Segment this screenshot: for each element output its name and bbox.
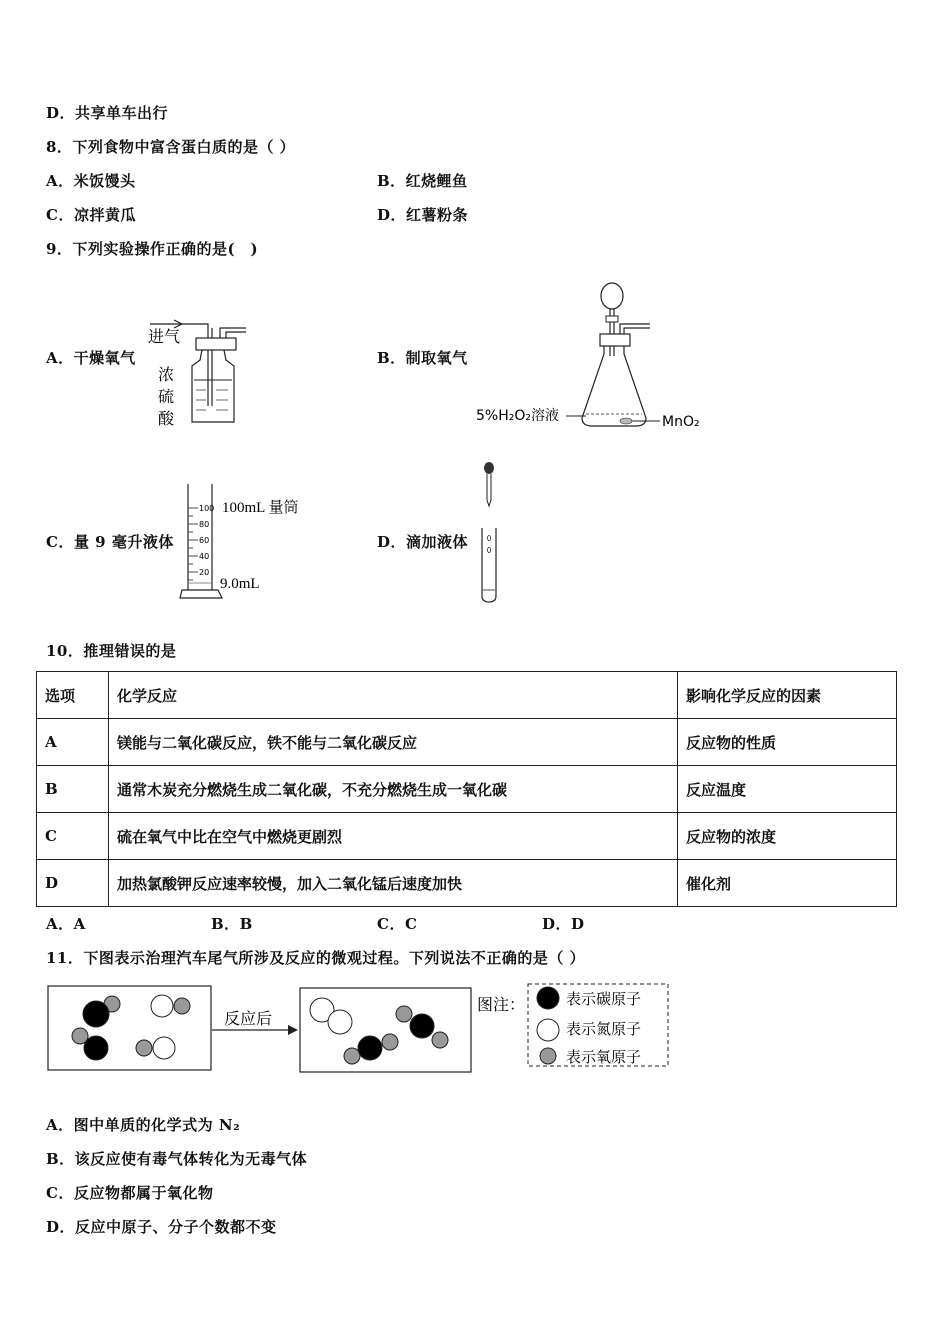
q8-stem: 8．下列食物中富含蛋白质的是（ ）	[46, 138, 296, 156]
q11-option-d: D．反应中原子、分子个数都不变	[46, 1218, 277, 1236]
header-option: 选项	[37, 672, 109, 719]
graduated-cylinder-figure	[176, 478, 326, 604]
scale-marks	[188, 508, 198, 580]
tick-20: 20	[199, 568, 210, 577]
row-b-factor: 反应温度	[678, 766, 897, 813]
legend-nitrogen: 表示氮原子	[566, 1020, 642, 1038]
q10-option-c: C．C	[377, 915, 418, 933]
stopper	[196, 338, 236, 350]
q8-option-b: B．红烧鲤鱼	[377, 172, 468, 190]
row-c-reaction: 硫在氧气中比在空气中燃烧更剧烈	[109, 813, 678, 860]
header-factor: 影响化学反应的因素	[678, 672, 897, 719]
q11-option-b: B．该反应使有毒气体转化为无毒气体	[46, 1150, 308, 1168]
q8-option-a: A．米饭馒头	[46, 172, 136, 190]
no-molecule	[151, 995, 190, 1017]
row-b-option: B	[37, 766, 109, 813]
q11-stem: 11．下图表示治理汽车尾气所涉及反应的微观过程。下列说法不正确的是（ ）	[46, 949, 586, 967]
q9-option-b: B．制取氧气	[377, 349, 468, 367]
row-a-option: A	[37, 719, 109, 766]
dropper-tube	[487, 474, 491, 506]
q8-option-c: C．凉拌黄瓜	[46, 206, 136, 224]
row-d-factor: 催化剂	[678, 860, 897, 907]
reaction-micro-diagram	[44, 982, 674, 1076]
q9-stem: 9．下列实验操作正确的是( )	[46, 240, 259, 258]
table-row	[37, 813, 897, 860]
table-row	[37, 766, 897, 813]
row-d-reaction: 加热氯酸钾反应速率较慢，加入二氧化锰后速度加快	[109, 860, 678, 907]
gas-washing-bottle-figure	[140, 316, 255, 428]
row-c-factor: 反应物的浓度	[678, 813, 897, 860]
tick-40: 40	[199, 552, 210, 561]
table-row	[37, 719, 897, 766]
tick-60: 60	[199, 536, 210, 545]
h2o2-label: 5%H₂O₂溶液	[476, 408, 559, 424]
q10-stem: 10．推理错误的是	[46, 642, 177, 660]
q11-option-a: A．图中单质的化学式为 N₂	[46, 1116, 241, 1134]
reading-label: 9.0mL	[220, 576, 260, 592]
mno2-label: MnO₂	[662, 414, 700, 430]
tick-80: 80	[199, 520, 210, 529]
q10-option-b: B．B	[211, 915, 253, 933]
reactants-box	[48, 986, 211, 1070]
flask-stopper	[600, 334, 630, 346]
oxygen-generator-figure	[474, 276, 714, 434]
legend-title: 图注：	[477, 995, 526, 1014]
acid-label-3: 酸	[158, 409, 175, 428]
q9-option-a: A．干燥氧气	[46, 349, 136, 367]
delivery-tube	[620, 324, 650, 334]
q10-table	[36, 671, 897, 907]
row-a-factor: 反应物的性质	[678, 719, 897, 766]
oxygen-atom-icon	[540, 1048, 556, 1064]
table-row	[37, 860, 897, 907]
q7-option-d: D．共享单车出行	[46, 104, 169, 122]
q8-option-d: D．红薯粉条	[377, 206, 469, 224]
q11-option-c: C．反应物都属于氧化物	[46, 1184, 214, 1202]
inlet-label: 进气	[148, 327, 181, 346]
cylinder-base	[180, 590, 222, 598]
row-d-option: D	[37, 860, 109, 907]
row-b-reaction: 通常木炭充分燃烧生成二氧化碳，不充分燃烧生成一氧化碳	[109, 766, 678, 813]
arrow-label: 反应后	[224, 1009, 273, 1028]
q10-option-a: A．A	[46, 915, 86, 933]
acid-label-2: 硫	[158, 387, 175, 406]
header-reaction: 化学反应	[109, 672, 678, 719]
nitrogen-atom-icon	[537, 1019, 559, 1041]
legend-carbon: 表示碳原子	[566, 990, 642, 1008]
acid-label-1: 浓	[158, 365, 175, 384]
no-molecule	[136, 1037, 175, 1059]
dropper-test-tube-figure	[476, 460, 506, 604]
legend-oxygen: 表示氧原子	[566, 1048, 642, 1066]
table-header-row	[37, 672, 897, 719]
row-a-reaction: 镁能与二氧化碳反应，铁不能与二氧化碳反应	[109, 719, 678, 766]
separatory-funnel	[601, 283, 623, 309]
q9-option-d: D．滴加液体	[377, 533, 469, 551]
q9-option-c: C．量 9 毫升液体	[46, 533, 174, 551]
tick-100: 100	[199, 504, 215, 513]
mno2-powder	[620, 418, 632, 424]
row-c-option: C	[37, 813, 109, 860]
test-tube	[482, 528, 496, 602]
q10-option-d: D．D	[542, 915, 585, 933]
dropper-bulb	[484, 462, 494, 474]
stopcock	[606, 316, 618, 322]
inlet-tube	[180, 324, 212, 406]
carbon-atom-icon	[537, 987, 559, 1009]
cylinder-label: 100mL 量筒	[222, 500, 299, 516]
bottle	[192, 350, 234, 422]
